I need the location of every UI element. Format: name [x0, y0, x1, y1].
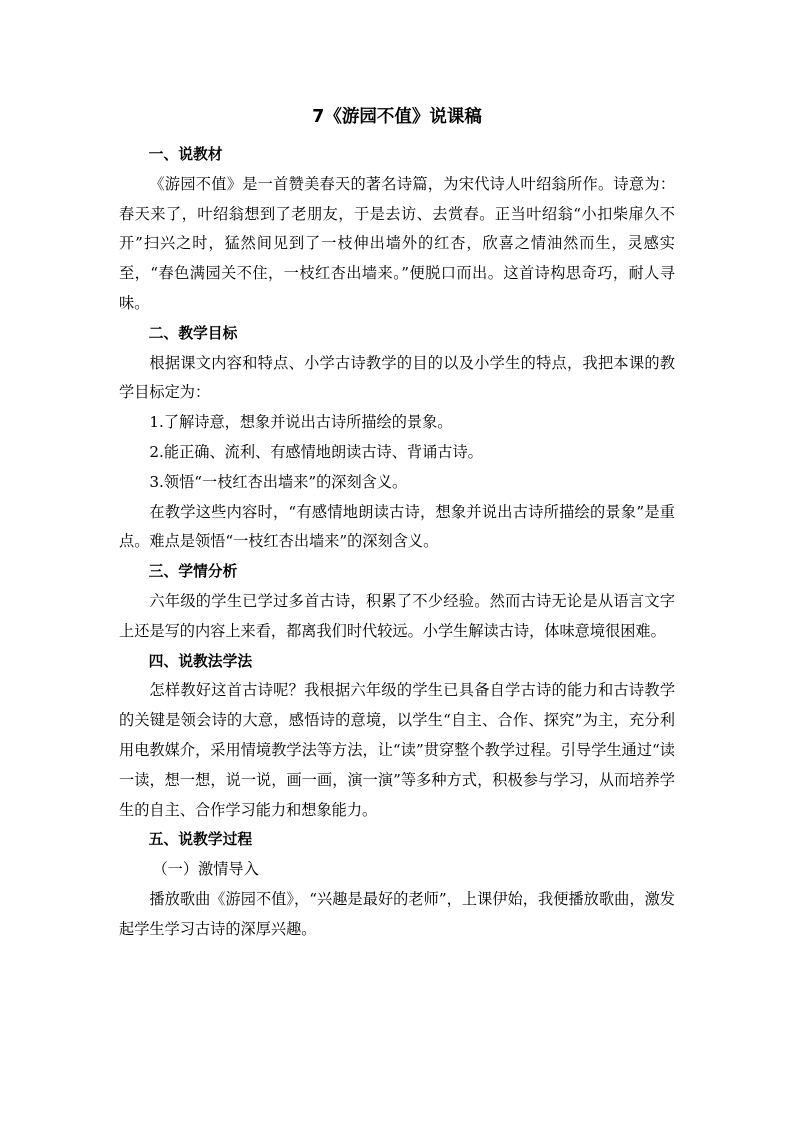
paragraph-textbook-intro: 《游园不值》是一首赞美春天的著名诗篇，为宋代诗人叶绍翁所作。诗意为：春天来了，叶绍翁想到了老朋友，于是去访、去赏春。正当叶绍翁“小扣柴扉久不开”扫兴之时，猛然间见到了一枝伸出墙外的红杏，欣喜之情油然而生，灵感实至，“春色满园关不住，一枝红杏出墙来。”便脱口而出。这首诗构思奇巧，耐人寻味。 [119, 174, 675, 312]
section-heading-textbook: 一、说教材 [148, 146, 223, 163]
section-heading-methods: 四、说教法学法 [148, 652, 253, 670]
paragraph-objectives-intro: 根据课文内容和特点、小学古诗教学的目的以及小学生的特点，我把本课的教学目标定为： [119, 353, 675, 402]
section-heading-objectives: 二、教学目标 [148, 324, 238, 342]
paragraph-introduction: 播放歌曲《游园不值》，“兴趣是最好的老师”，上课伊始，我便播放歌曲，激发起学生学习古诗的深厚兴趣。 [119, 889, 675, 938]
objective-item-1: 1.了解诗意，想象并说出古诗所描绘的景象。 [149, 413, 453, 432]
document-title: 7《游园不值》说课稿 [312, 107, 482, 127]
objective-item-2: 2.能正确、流利、有感情地朗读古诗、背诵古诗。 [149, 442, 483, 461]
paragraph-student-analysis: 六年级的学生已学过多首古诗，积累了不少经验。然而古诗无论是从语言文字上还是写的内容上来看，都离我们时代较远。小学生解读古诗，体味意境很困难。 [119, 591, 675, 640]
document-body [119, 140, 675, 945]
subheading-introduction: （一）激情导入 [152, 860, 259, 879]
section-heading-process: 五、说教学过程 [148, 831, 253, 849]
paragraph-methods: 怎样教好这首古诗呢？我根据六年级的学生已具备自学古诗的能力和古诗教学的关键是领会诗的大意，感悟诗的意境，以学生“自主、合作、探究”为主，充分利用电教媒介，采用情境教学法等方法，让“读”贯穿整个教学过程。引导学生通过“读一读，想一想，说一说，画一画，演一演”等多种方式，积极参与学习，从而培养学生的自主、合作学习能力和想象能力。 [119, 681, 675, 819]
paragraph-key-points: 在教学这些内容时，“有感情地朗读古诗，想象并说出古诗所描绘的景象”是重点。难点是领悟“一枝红杏出墙来”的深刻含义。 [119, 502, 675, 551]
section-heading-student-analysis: 三、学情分析 [148, 563, 238, 581]
objective-item-3: 3.领悟“一枝红杏出墙来”的深刻含义。 [149, 472, 408, 491]
